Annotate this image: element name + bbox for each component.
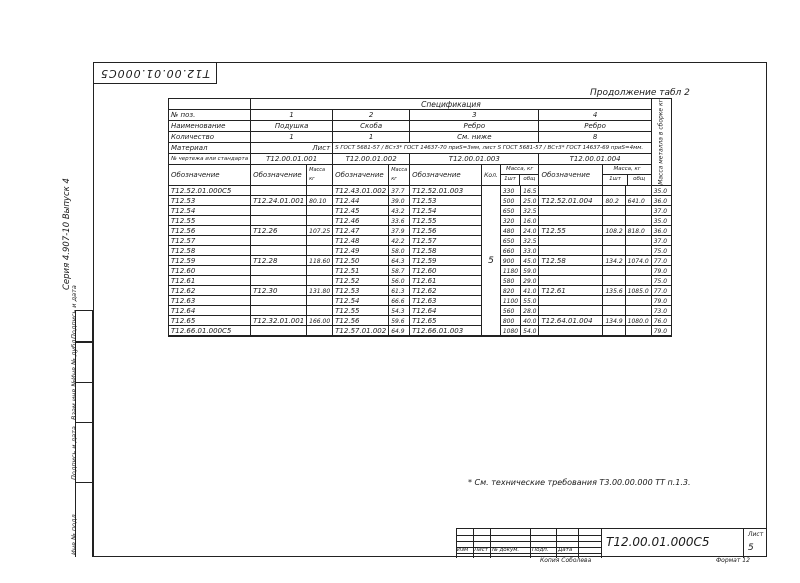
- rib-mass-total: 59.0: [521, 266, 539, 276]
- rib-designation: Т12.60: [410, 266, 482, 276]
- bracket-designation: Т12.47: [333, 226, 389, 236]
- copied-by: Копия Соболева: [540, 557, 592, 564]
- part-name: Ребро: [539, 121, 651, 132]
- metal-mass: 79.0: [651, 266, 671, 276]
- pad-mass: [307, 216, 333, 226]
- rib-quantity: 5: [482, 186, 501, 337]
- rib4-mass-total: 641.0: [625, 196, 651, 206]
- row-designation: Т12.63: [169, 296, 251, 306]
- table-row: [169, 306, 672, 316]
- rib4-designation: [539, 206, 603, 216]
- pad-designation: Т12.28: [251, 256, 307, 266]
- table-row: [169, 256, 672, 266]
- metal-mass: 35.0: [651, 216, 671, 226]
- rib4-designation: Т12.52.01.004: [539, 196, 603, 206]
- pad-designation: Т12.32.01.001: [251, 316, 307, 326]
- rib-mass-total: 28.0: [521, 306, 539, 316]
- pad-designation: Т12.30: [251, 286, 307, 296]
- part-name: Подушка: [251, 121, 333, 132]
- title-code: Т12.00.01.000С5: [606, 535, 710, 549]
- col-header-mass-group: Масса, кг 1шт общ: [603, 165, 651, 186]
- rib4-mass-total: [625, 246, 651, 256]
- rib-mass-total: 32.5: [521, 236, 539, 246]
- bracket-designation: Т12.45: [333, 206, 389, 216]
- pad-mass: [307, 236, 333, 246]
- bracket-designation: Т12.57.01.002: [333, 326, 389, 337]
- metal-mass: 79.0: [651, 326, 671, 337]
- corner-stamp-code: T12.00.01.000C5: [100, 66, 210, 80]
- metal-mass: 75.0: [651, 246, 671, 256]
- rib4-designation: [539, 326, 603, 337]
- rib-designation: Т12.58: [410, 246, 482, 256]
- table-row: [169, 226, 672, 236]
- row-designation: Т12.52.01.000С5: [169, 186, 251, 197]
- part-quantity: См. ниже: [410, 132, 539, 143]
- rib-mass-unit: 900: [500, 256, 520, 266]
- side-cell: Подпись и дата: [75, 310, 93, 342]
- bracket-designation: Т12.51: [333, 266, 389, 276]
- metal-mass: 37.0: [651, 206, 671, 216]
- bracket-mass: 58.0: [389, 246, 410, 256]
- side-cell: Инв.№ подл.: [75, 482, 93, 557]
- rib-mass-unit: 650: [500, 206, 520, 216]
- row-designation: Т12.54: [169, 206, 251, 216]
- rib-mass-total: 16.5: [521, 186, 539, 197]
- row-label-drawing: № чертежа или стандарта: [169, 154, 251, 165]
- bracket-designation: Т12.53: [333, 286, 389, 296]
- pad-mass: 107.25: [307, 226, 333, 236]
- rib-designation: Т12.63: [410, 296, 482, 306]
- row-designation: Т12.60: [169, 266, 251, 276]
- bracket-designation: Т12.54: [333, 296, 389, 306]
- rib-designation: Т12.56: [410, 226, 482, 236]
- rib-mass-total: 32.5: [521, 206, 539, 216]
- rib4-designation: [539, 236, 603, 246]
- pad-designation: Т12.24.01.001: [251, 196, 307, 206]
- rib-designation: Т12.66.01.003: [410, 326, 482, 337]
- rib-designation: Т12.62: [410, 286, 482, 296]
- pad-mass: 166.00: [307, 316, 333, 326]
- row-label-material: Материал: [169, 143, 251, 154]
- col-header-designation: Обозначение: [410, 165, 482, 186]
- title-label: № докум.: [492, 547, 520, 553]
- part-name: Скоба: [333, 121, 410, 132]
- rib4-designation: [539, 246, 603, 256]
- metal-mass: 73.0: [651, 306, 671, 316]
- rib4-designation: Т12.58: [539, 256, 603, 266]
- bracket-designation: Т12.49: [333, 246, 389, 256]
- rib4-mass-total: [625, 326, 651, 337]
- part-quantity: 8: [539, 132, 651, 143]
- pad-designation: Т12.26: [251, 226, 307, 236]
- rib4-mass-unit: 80.2: [603, 196, 625, 206]
- pad-mass: [307, 276, 333, 286]
- table-row: [169, 266, 672, 276]
- series-label: Серия 4.907-10 Выпуск 4: [62, 178, 72, 290]
- bracket-mass: 64.3: [389, 256, 410, 266]
- row-label-name: Наименование: [169, 121, 251, 132]
- rib-mass-unit: 560: [500, 306, 520, 316]
- bracket-mass: 33.6: [389, 216, 410, 226]
- table-row: [169, 276, 672, 286]
- row-designation: Т12.65: [169, 316, 251, 326]
- row-designation: Т12.57: [169, 236, 251, 246]
- pad-designation: [251, 246, 307, 256]
- pad-designation: [251, 266, 307, 276]
- rib-mass-unit: 500: [500, 196, 520, 206]
- table-row: [169, 246, 672, 256]
- rib-mass-unit: 580: [500, 276, 520, 286]
- rib4-designation: [539, 296, 603, 306]
- pos-number: 2: [333, 110, 410, 121]
- row-designation: Т12.53: [169, 196, 251, 206]
- rib-mass-unit: 1080: [500, 326, 520, 337]
- material-spec: S ГОСТ 5681-57 / ВСт3* ГОСТ 14637-70 приS=3мм, лист S ГОСТ 5681-57 / ВСт3* ГОСТ 14637-69 приS=4мм.: [333, 143, 652, 154]
- rib-mass-unit: 1180: [500, 266, 520, 276]
- row-label-qty: Количество: [169, 132, 251, 143]
- rib4-mass-unit: [603, 326, 625, 337]
- metal-mass: 76.0: [651, 316, 671, 326]
- rib4-mass-unit: 134.2: [603, 256, 625, 266]
- rib4-mass-unit: [603, 236, 625, 246]
- rib-mass-unit: 480: [500, 226, 520, 236]
- bracket-mass: 58.7: [389, 266, 410, 276]
- format-label: Формат 12: [716, 557, 750, 564]
- bracket-mass: 56.0: [389, 276, 410, 286]
- bracket-mass: 54.3: [389, 306, 410, 316]
- rib-designation: Т12.65: [410, 316, 482, 326]
- rib-mass-total: 40.0: [521, 316, 539, 326]
- rib4-mass-unit: [603, 276, 625, 286]
- table-title: Спецификация: [251, 99, 652, 110]
- side-stamp-column: [70, 285, 93, 557]
- bracket-mass: 64.9: [389, 326, 410, 337]
- corner-stamp: [93, 62, 217, 84]
- col-header-mass: Масса кг: [307, 165, 333, 186]
- rib-designation: Т12.54: [410, 206, 482, 216]
- rib4-designation: Т12.61: [539, 286, 603, 296]
- bracket-designation: Т12.46: [333, 216, 389, 226]
- rib-mass-unit: 1100: [500, 296, 520, 306]
- bracket-mass: 59.6: [389, 316, 410, 326]
- pad-designation: [251, 306, 307, 316]
- pad-mass: [307, 306, 333, 316]
- bracket-designation: Т12.50: [333, 256, 389, 266]
- rib4-mass-total: 1074.0: [625, 256, 651, 266]
- row-designation: Т12.61: [169, 276, 251, 286]
- bracket-designation: Т12.43.01.002: [333, 186, 389, 197]
- side-cell: Подпись и дата: [75, 422, 93, 482]
- row-designation: Т12.64: [169, 306, 251, 316]
- metal-mass: 35.0: [651, 186, 671, 197]
- rib-mass-total: 45.0: [521, 256, 539, 266]
- rib-mass-unit: 650: [500, 236, 520, 246]
- rib-mass-total: 24.0: [521, 226, 539, 236]
- sheet-number-box: Лист 5: [743, 529, 768, 558]
- col-header-mass: Масса кг: [389, 165, 410, 186]
- part-name: Ребро: [410, 121, 539, 132]
- pad-mass: [307, 326, 333, 337]
- pad-designation: [251, 186, 307, 197]
- row-designation: Т12.55: [169, 216, 251, 226]
- title-label: Подп.: [532, 547, 549, 553]
- side-cell: Инв.№ дубл.: [75, 342, 93, 382]
- table-row: [169, 326, 672, 337]
- drawing-number: Т12.00.01.002: [333, 154, 410, 165]
- pad-designation: [251, 236, 307, 246]
- title-label: Дата: [558, 547, 573, 553]
- pad-mass: 80.10: [307, 196, 333, 206]
- rib4-designation: [539, 216, 603, 226]
- title-grid: [456, 529, 601, 558]
- rib4-designation: [539, 186, 603, 197]
- rib4-mass-unit: [603, 306, 625, 316]
- metal-mass: 36.0: [651, 196, 671, 206]
- rib4-mass-total: 1080.0: [625, 316, 651, 326]
- bracket-mass: 39.0: [389, 196, 410, 206]
- rib-designation: Т12.61: [410, 276, 482, 286]
- rib-mass-total: 41.0: [521, 286, 539, 296]
- rib4-mass-total: [625, 276, 651, 286]
- rib-designation: Т12.64: [410, 306, 482, 316]
- rib4-mass-total: [625, 236, 651, 246]
- pos-number: 1: [251, 110, 333, 121]
- bracket-mass: 43.2: [389, 206, 410, 216]
- rib4-mass-total: [625, 186, 651, 197]
- material-sheet: Лист: [251, 143, 333, 154]
- pad-designation: [251, 276, 307, 286]
- part-quantity: 1: [333, 132, 410, 143]
- rib4-mass-unit: 108.2: [603, 226, 625, 236]
- metal-mass: 37.0: [651, 236, 671, 246]
- pad-mass: [307, 246, 333, 256]
- row-designation: Т12.59: [169, 256, 251, 266]
- rib-designation: Т12.57: [410, 236, 482, 246]
- sheet-number: 5: [748, 543, 754, 553]
- rib-designation: Т12.53: [410, 196, 482, 206]
- rib-designation: Т12.52.01.003: [410, 186, 482, 197]
- col-header-qty: Кол.: [482, 165, 501, 186]
- rib-mass-total: 33.0: [521, 246, 539, 256]
- row-designation: Т12.62: [169, 286, 251, 296]
- rib-mass-total: 16.0: [521, 216, 539, 226]
- title-block: [456, 528, 767, 558]
- table-row: [169, 196, 672, 206]
- bracket-designation: Т12.52: [333, 276, 389, 286]
- rib4-mass-unit: 135.6: [603, 286, 625, 296]
- pos-number: 3: [410, 110, 539, 121]
- metal-mass: 77.0: [651, 256, 671, 266]
- rib-mass-total: 55.0: [521, 296, 539, 306]
- bracket-mass: 37.9: [389, 226, 410, 236]
- pad-mass: [307, 266, 333, 276]
- rib-mass-unit: 320: [500, 216, 520, 226]
- rib-mass-unit: 820: [500, 286, 520, 296]
- rib-mass-unit: 800: [500, 316, 520, 326]
- bracket-designation: Т12.56: [333, 316, 389, 326]
- pad-mass: [307, 296, 333, 306]
- row-designation: Т12.58: [169, 246, 251, 256]
- rib4-mass-total: [625, 266, 651, 276]
- metal-mass: 77.0: [651, 286, 671, 296]
- table-row: [169, 216, 672, 226]
- rib4-designation: Т12.64.01.004: [539, 316, 603, 326]
- pad-mass: [307, 206, 333, 216]
- rib4-mass-unit: [603, 246, 625, 256]
- rib4-designation: [539, 306, 603, 316]
- pad-mass: [307, 186, 333, 197]
- drawing-number: Т12.00.01.004: [539, 154, 651, 165]
- title-label: Лист: [474, 547, 488, 553]
- metal-mass: 79.0: [651, 296, 671, 306]
- bracket-mass: 42.2: [389, 236, 410, 246]
- rib-designation: Т12.59: [410, 256, 482, 266]
- table-row: [169, 236, 672, 246]
- col-header-designation: Обозначение: [333, 165, 389, 186]
- col-header-mass-group: Масса, кг 1шт общ: [500, 165, 539, 186]
- rib4-mass-total: 818.0: [625, 226, 651, 236]
- pad-designation: [251, 296, 307, 306]
- technical-note: * См. технические требования Т3.00.00.000 ТТ п.1.3.: [468, 478, 691, 487]
- rib-designation: Т12.55: [410, 216, 482, 226]
- bracket-designation: Т12.48: [333, 236, 389, 246]
- metal-mass: 75.0: [651, 276, 671, 286]
- col-header-designation: Обозначение: [539, 165, 603, 186]
- rib4-mass-total: [625, 306, 651, 316]
- col-header-designation: Обозначение: [169, 165, 251, 186]
- rib-mass-total: 54.0: [521, 326, 539, 337]
- continuation-label: Продолжение табл 2: [590, 88, 690, 98]
- row-label-pos: № поз.: [169, 110, 251, 121]
- pad-designation: [251, 206, 307, 216]
- rib-mass-unit: 330: [500, 186, 520, 197]
- row-designation: Т12.56: [169, 226, 251, 236]
- table-row: [169, 296, 672, 306]
- bracket-mass: 37.7: [389, 186, 410, 197]
- bracket-designation: Т12.44: [333, 196, 389, 206]
- rib4-designation: [539, 266, 603, 276]
- rib4-mass-unit: [603, 216, 625, 226]
- table-row: [169, 206, 672, 216]
- table-row: [169, 316, 672, 326]
- side-cell: Взам.инв.№: [75, 382, 93, 422]
- rib4-mass-unit: [603, 206, 625, 216]
- specification-table: [168, 98, 672, 337]
- rib4-mass-total: [625, 206, 651, 216]
- rib-mass-unit: 660: [500, 246, 520, 256]
- rib4-mass-unit: [603, 266, 625, 276]
- title-label: Изм: [457, 547, 469, 553]
- pad-designation: [251, 216, 307, 226]
- pad-mass: 118.60: [307, 256, 333, 266]
- bracket-mass: 61.3: [389, 286, 410, 296]
- metal-mass: 36.0: [651, 226, 671, 236]
- pos-number: 4: [539, 110, 651, 121]
- pad-mass: 131.80: [307, 286, 333, 296]
- drawing-number: Т12.00.01.001: [251, 154, 333, 165]
- row-designation: Т12.66.01.000С5: [169, 326, 251, 337]
- rib4-mass-total: [625, 216, 651, 226]
- rib4-mass-unit: 134.9: [603, 316, 625, 326]
- bracket-mass: 66.6: [389, 296, 410, 306]
- rib4-mass-unit: [603, 186, 625, 197]
- mass-metal-header: Масса металла в сборке кг: [651, 99, 671, 186]
- rib4-mass-unit: [603, 296, 625, 306]
- bracket-designation: Т12.55: [333, 306, 389, 316]
- rib-mass-total: 29.0: [521, 276, 539, 286]
- pad-designation: [251, 326, 307, 337]
- table-row: [169, 186, 672, 197]
- rib-mass-total: 25.0: [521, 196, 539, 206]
- rib4-designation: [539, 276, 603, 286]
- rib4-mass-total: [625, 296, 651, 306]
- drawing-number: Т12.00.01.003: [410, 154, 539, 165]
- rib4-designation: Т12.55: [539, 226, 603, 236]
- rib4-mass-total: 1085.0: [625, 286, 651, 296]
- table-row: [169, 286, 672, 296]
- part-quantity: 1: [251, 132, 333, 143]
- col-header-designation: Обозначение: [251, 165, 307, 186]
